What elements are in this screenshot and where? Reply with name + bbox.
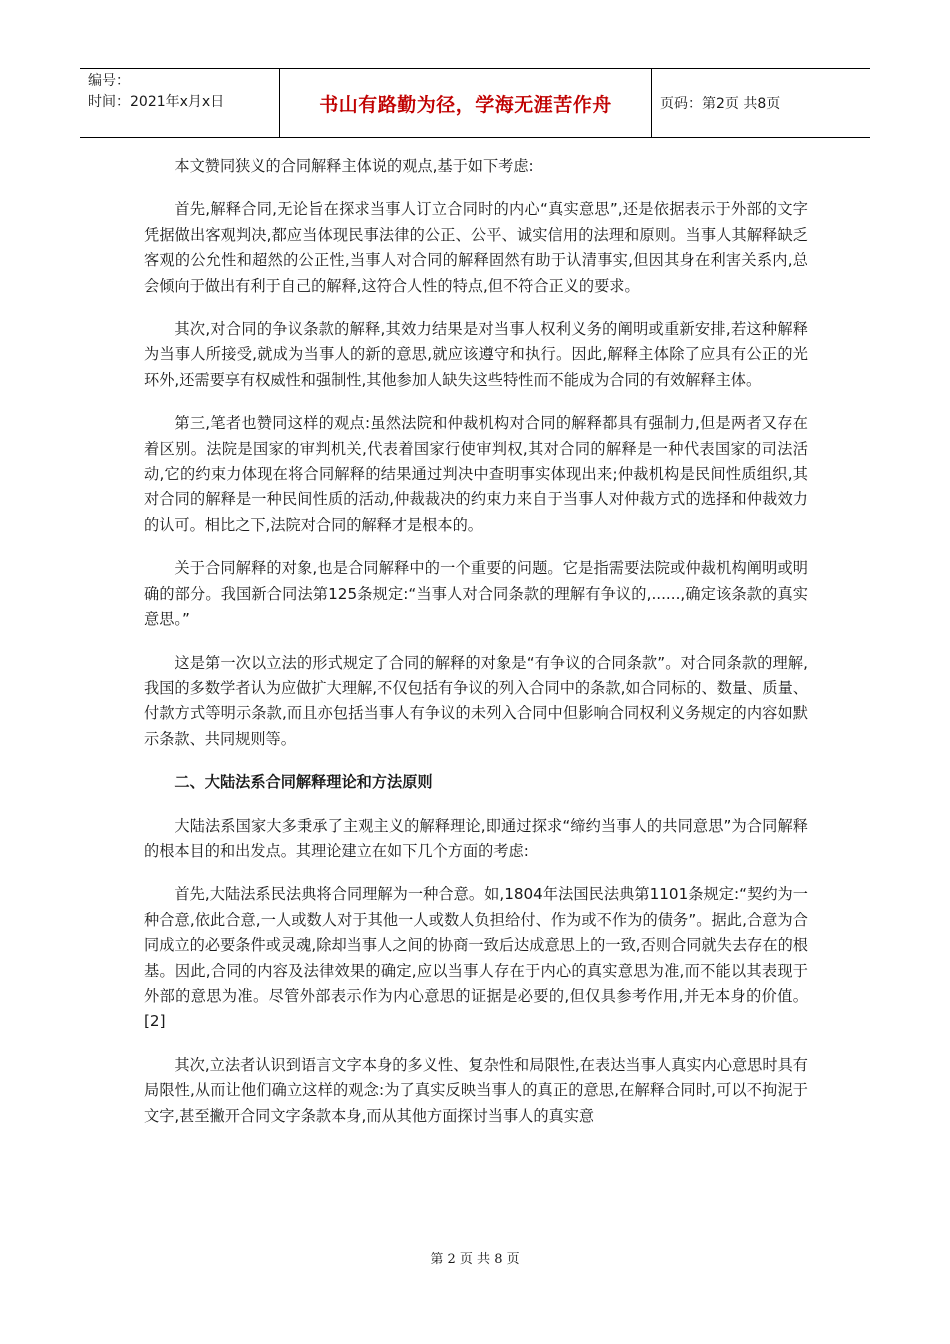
paragraph: 其次,立法者认识到语言文字本身的多义性、复杂性和局限性,在表达当事人真实内心意思时具有局限性,从而让他们确立这样的观念:为了真实反映当事人的真正的意思,在解释合同时,可以不拘泥于文字,甚至撇开合同文字条款本身,而从其他方面探讨当事人的真实意 — [144, 1055, 808, 1125]
section-heading: 二、大陆法系合同解释理论和方法原则 — [174, 773, 433, 792]
header-motto: 书山有路勤为径，学海无涯苦作舟 — [280, 69, 652, 137]
page-header — [80, 68, 870, 138]
paragraph: 首先,解释合同,无论旨在探求当事人订立合同时的内心“真实意思”,还是依据表示于外部的文字凭据做出客观判决,都应当体现民事法律的公正、公平、诚实信用的法理和原则。当事人其解释缺乏客观的公允性和超然的公正性,当事人对合同的解释固然有助于认清事实,但因其身在利害关系内,总会倾向于做出有利于自己的解释,这符合人性的特点,但不符合正义的要求。 — [144, 200, 808, 295]
page-footer: 第 2 页 共 8 页 — [430, 1252, 520, 1267]
paragraph: 这是第一次以立法的形式规定了合同的解释的对象是“有争议的合同条款”。对合同条款的理解,我国的多数学者认为应做扩大理解,不仅包括有争议的列入合同中的条款,如合同标的、数量、质量、付款方式等明示条款,而且亦包括当事人有争议的未列入合同中但影响合同权利义务规定的内容如默示条款、共同规则等。 — [144, 653, 808, 748]
document-time: 时间：2021年x月x日 — [88, 94, 225, 110]
document-number: 编号： — [88, 73, 130, 89]
header-meta — [80, 69, 280, 137]
paragraph: 首先,大陆法系民法典将合同理解为一种合意。如,1804年法国民法典第1101条规定:“契约为一种合意,依此合意,一人或数人对于其他一人或数人负担给付、作为或不作为的债务”。据此,合意为合同成立的必要条件或灵魂,除却当事人之间的协商一致后达成意思上的一致,否则合同就失去存在的根基。因此,合同的内容及法律效果的确定,应以当事人存在于内心的真实意思为准,而不能以其表现于外部的意思为准。尽管外部表示作为内心意思的证据是必要的,但仅具参考作用,并无本身的价值。[2] — [144, 885, 808, 1031]
paragraph: 关于合同解释的对象,也是合同解释中的一个重要的问题。它是指需要法院或仲裁机构阐明或明确的部分。我国新合同法第125条规定:“当事人对合同条款的理解有争议的,......,确定该条款的真实意思。” — [144, 559, 808, 629]
paragraph: 其次,对合同的争议条款的解释,其效力结果是对当事人权利义务的阐明或重新安排,若这种解释为当事人所接受,就成为当事人的新的意思,就应该遵守和执行。因此,解释主体除了应具有公正的光环外,还需要享有权威性和强制性,其他参加人缺失这些特性而不能成为合同的有效解释主体。 — [144, 320, 808, 389]
document-body — [144, 154, 808, 1147]
paragraph: 第三,笔者也赞同这样的观点:虽然法院和仲裁机构对合同的解释都具有强制力,但是两者又存在着区别。法院是国家的审判机关,代表着国家行使审判权,其对合同的解释是一种代表国家的司法活动,它的约束力体现在将合同解释的结果通过判决中查明事实体现出来;仲裁机构是民间性质组织,其对合同的解释是一种民间性质的活动,仲裁裁决的约束力来自于当事人对仲裁方式的选择和仲裁效力的认可。相比之下,法院对合同的解释才是根本的。 — [144, 414, 808, 534]
header-page-number: 页码：第2页 共8页 — [660, 96, 781, 112]
paragraph: 本文赞同狭义的合同解释主体说的观点,基于如下考虑: — [174, 157, 534, 175]
paragraph: 大陆法系国家大多秉承了主观主义的解释理论,即通过探求“缔约当事人的共同意思”为合同解释的根本目的和出发点。其理论建立在如下几个方面的考虑: — [144, 816, 808, 860]
